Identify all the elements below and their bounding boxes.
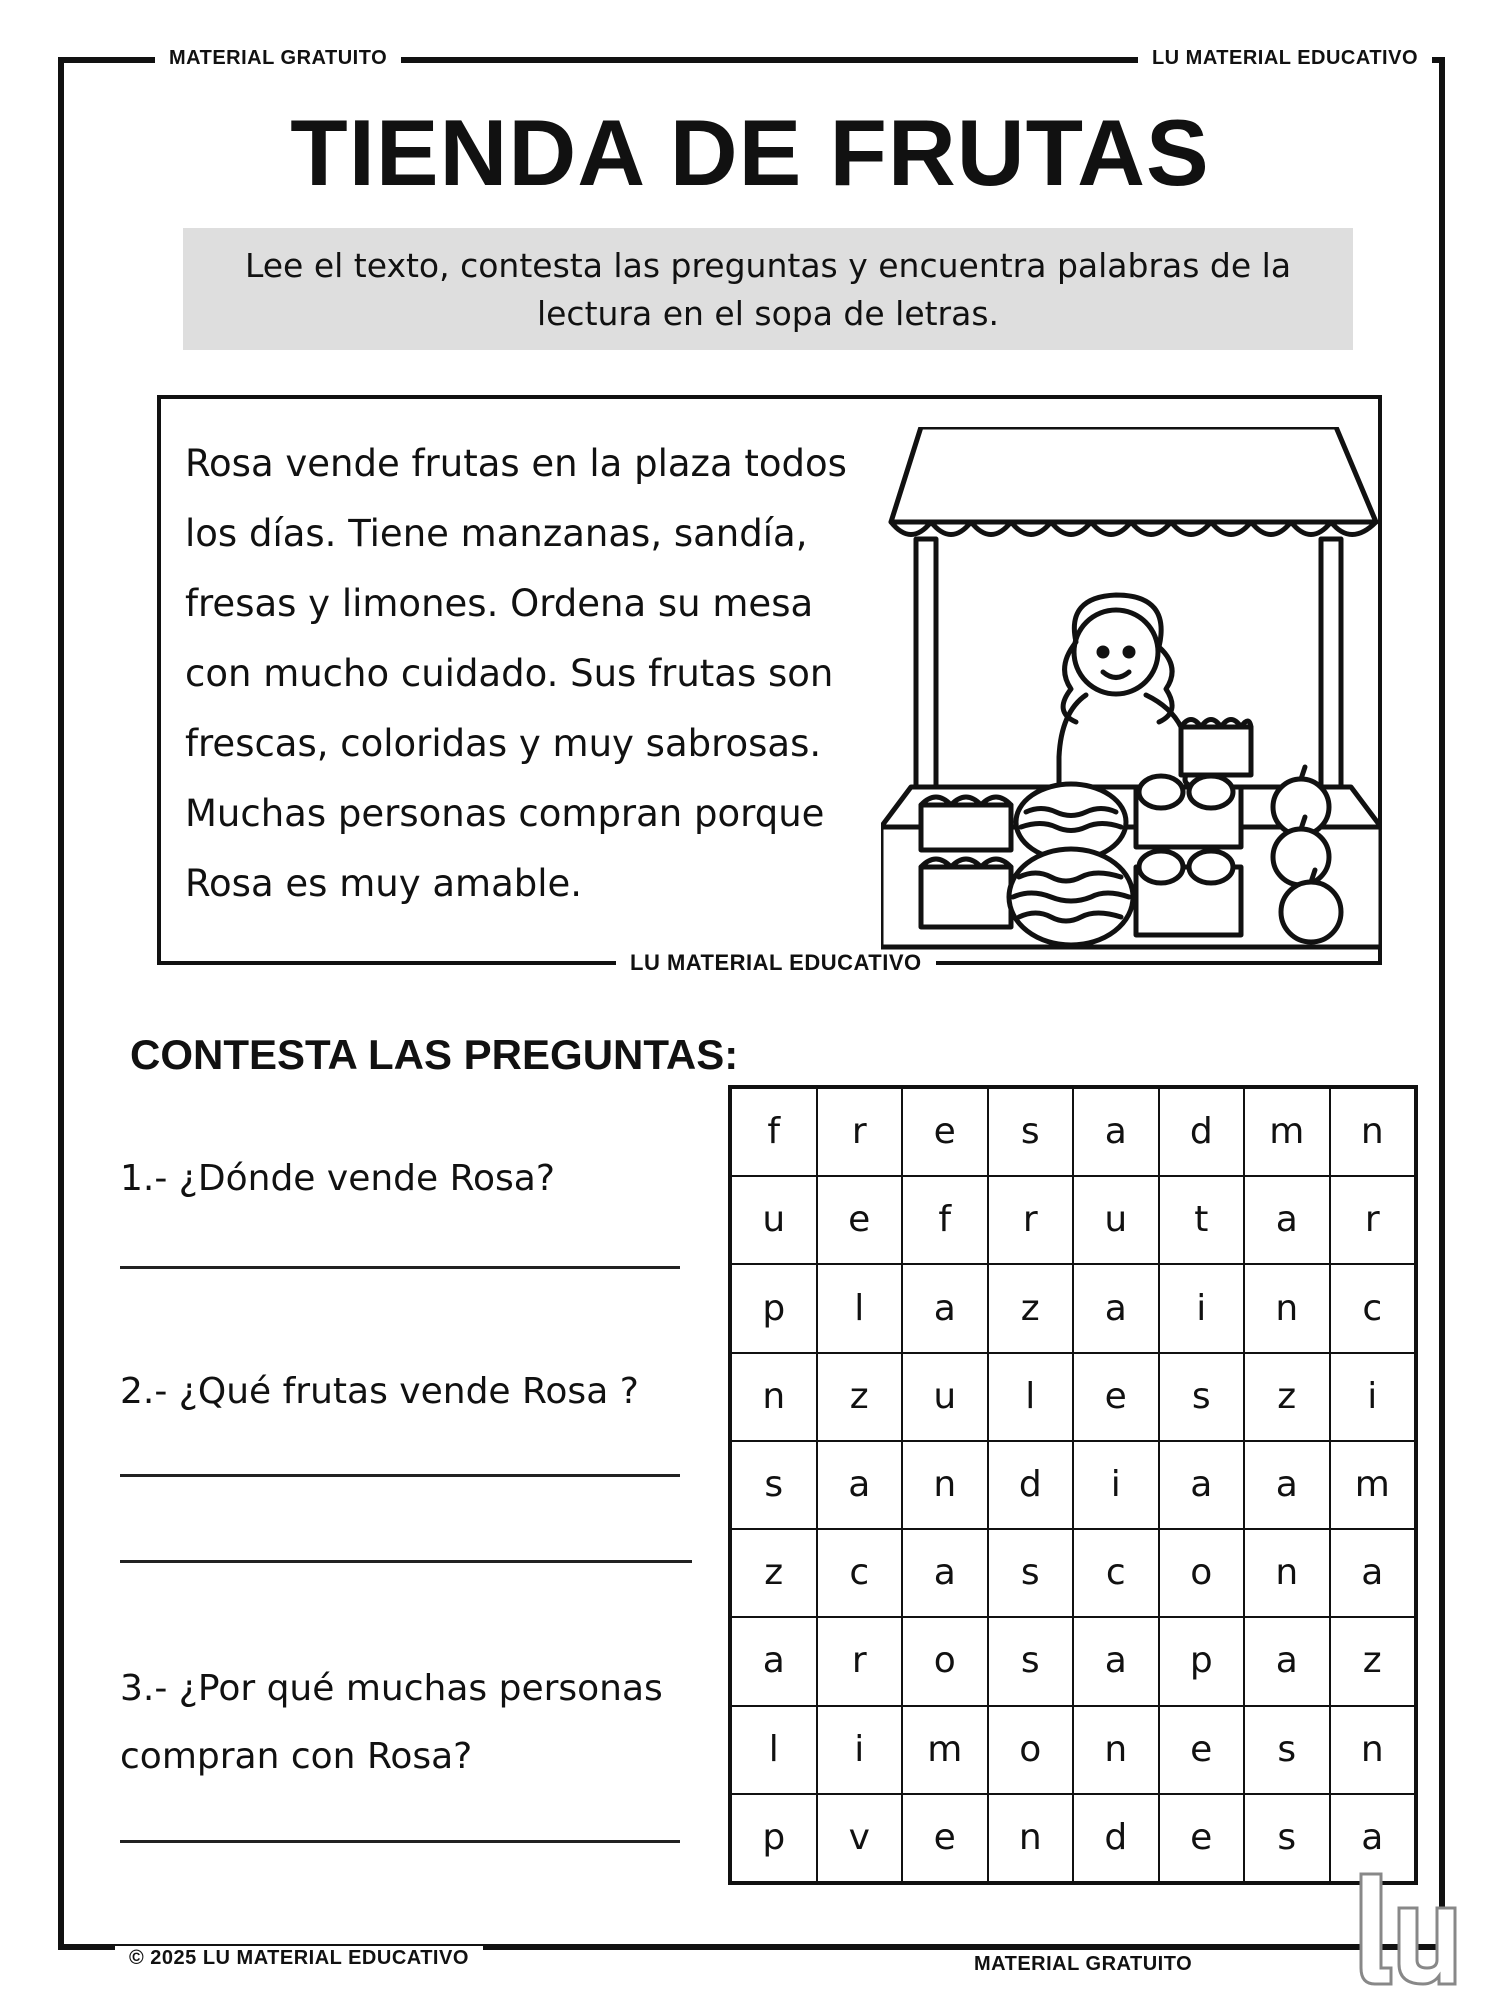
- frame-label-bottom-right: MATERIAL GRATUITO: [960, 1952, 1206, 1976]
- grid-cell[interactable]: d: [1073, 1794, 1159, 1882]
- fruit-stand-girl-illustration: [881, 427, 1381, 967]
- answer-line-1[interactable]: [120, 1266, 680, 1269]
- grid-cell[interactable]: z: [731, 1529, 817, 1617]
- grid-cell[interactable]: o: [988, 1706, 1074, 1794]
- question-text: 2.- ¿Qué frutas vende Rosa ?: [120, 1371, 639, 1412]
- grid-cell[interactable]: l: [988, 1353, 1074, 1441]
- story-line: Rosa es muy amable.: [185, 862, 583, 905]
- grid-cell[interactable]: i: [1159, 1264, 1245, 1352]
- grid-cell[interactable]: i: [1073, 1441, 1159, 1529]
- grid-cell[interactable]: n: [1073, 1706, 1159, 1794]
- grid-cell[interactable]: z: [1330, 1617, 1416, 1705]
- grid-cell[interactable]: z: [1244, 1353, 1330, 1441]
- grid-cell[interactable]: i: [817, 1706, 903, 1794]
- grid-cell[interactable]: m: [902, 1706, 988, 1794]
- grid-cell[interactable]: c: [817, 1529, 903, 1617]
- question-text: 1.- ¿Dónde vende Rosa?: [120, 1158, 555, 1199]
- frame-label-bottom-left: © 2025 LU MATERIAL EDUCATIVO: [115, 1946, 483, 1970]
- story-line: fresas y limones. Ordena su mesa: [185, 582, 814, 625]
- story-line: con mucho cuidado. Sus frutas son: [185, 652, 834, 695]
- grid-cell[interactable]: e: [902, 1794, 988, 1882]
- answer-line-2a[interactable]: [120, 1474, 680, 1477]
- question-text: 3.- ¿Por qué muchas personas: [120, 1668, 663, 1709]
- grid-cell[interactable]: r: [988, 1176, 1074, 1264]
- grid-cell[interactable]: m: [1244, 1088, 1330, 1176]
- grid-cell[interactable]: a: [1330, 1794, 1416, 1882]
- story-line: Rosa vende frutas en la plaza todos: [185, 442, 847, 485]
- grid-cell[interactable]: r: [1330, 1176, 1416, 1264]
- grid-cell[interactable]: a: [1244, 1617, 1330, 1705]
- grid-cell[interactable]: f: [902, 1176, 988, 1264]
- grid-cell[interactable]: v: [817, 1794, 903, 1882]
- grid-cell[interactable]: u: [1073, 1176, 1159, 1264]
- grid-cell[interactable]: z: [817, 1353, 903, 1441]
- grid-cell[interactable]: a: [1330, 1529, 1416, 1617]
- question-2: [120, 1358, 700, 1426]
- grid-cell[interactable]: f: [731, 1088, 817, 1176]
- grid-cell[interactable]: a: [1244, 1176, 1330, 1264]
- grid-cell[interactable]: n: [988, 1794, 1074, 1882]
- grid-cell[interactable]: a: [731, 1617, 817, 1705]
- grid-cell[interactable]: e: [902, 1088, 988, 1176]
- grid-cell[interactable]: i: [1330, 1353, 1416, 1441]
- grid-cell[interactable]: p: [731, 1264, 817, 1352]
- grid-cell[interactable]: e: [1159, 1794, 1245, 1882]
- grid-cell[interactable]: c: [1330, 1264, 1416, 1352]
- grid-cell[interactable]: s: [988, 1617, 1074, 1705]
- questions-heading: CONTESTA LAS PREGUNTAS:: [130, 1031, 739, 1078]
- grid-cell[interactable]: e: [1159, 1706, 1245, 1794]
- grid-cell[interactable]: s: [731, 1441, 817, 1529]
- frame-label-top-left: MATERIAL GRATUITO: [155, 46, 401, 70]
- grid-cell[interactable]: s: [988, 1529, 1074, 1617]
- story-text: [185, 429, 905, 919]
- story-line: Muchas personas compran porque: [185, 792, 825, 835]
- grid-cell[interactable]: a: [902, 1529, 988, 1617]
- answer-line-2b[interactable]: [120, 1560, 692, 1563]
- grid-cell[interactable]: u: [902, 1353, 988, 1441]
- grid-cell[interactable]: c: [1073, 1529, 1159, 1617]
- answer-line-3[interactable]: [120, 1840, 680, 1843]
- grid-cell[interactable]: a: [1159, 1441, 1245, 1529]
- grid-cell[interactable]: u: [731, 1176, 817, 1264]
- question-3: [120, 1655, 700, 1791]
- grid-cell[interactable]: n: [902, 1441, 988, 1529]
- frame-label-top-right: LU MATERIAL EDUCATIVO: [1138, 46, 1432, 70]
- grid-cell[interactable]: a: [1073, 1617, 1159, 1705]
- grid-cell[interactable]: a: [817, 1441, 903, 1529]
- grid-cell[interactable]: t: [1159, 1176, 1245, 1264]
- grid-cell[interactable]: n: [1244, 1529, 1330, 1617]
- grid-cell[interactable]: a: [1073, 1264, 1159, 1352]
- grid-cell[interactable]: s: [1244, 1794, 1330, 1882]
- instructions-box: Lee el texto, contesta las preguntas y encuentra palabras de la lectura en el sopa de letras.: [183, 228, 1353, 350]
- question-text: compran con Rosa?: [120, 1736, 473, 1777]
- grid-cell[interactable]: n: [731, 1353, 817, 1441]
- grid-cell[interactable]: l: [731, 1706, 817, 1794]
- grid-cell[interactable]: e: [817, 1176, 903, 1264]
- story-box: [157, 395, 1382, 975]
- word-search-grid[interactable]: [728, 1085, 1418, 1885]
- story-box-label: LU MATERIAL EDUCATIVO: [616, 950, 936, 976]
- question-1: [120, 1145, 700, 1213]
- grid-cell[interactable]: e: [1073, 1353, 1159, 1441]
- grid-cell[interactable]: r: [817, 1088, 903, 1176]
- grid-cell[interactable]: p: [731, 1794, 817, 1882]
- grid-cell[interactable]: n: [1330, 1088, 1416, 1176]
- story-line: los días. Tiene manzanas, sandía,: [185, 512, 808, 555]
- grid-cell[interactable]: p: [1159, 1617, 1245, 1705]
- grid-cell[interactable]: n: [1244, 1264, 1330, 1352]
- grid-cell[interactable]: m: [1330, 1441, 1416, 1529]
- grid-cell[interactable]: o: [902, 1617, 988, 1705]
- grid-cell[interactable]: d: [1159, 1088, 1245, 1176]
- story-line: frescas, coloridas y muy sabrosas.: [185, 722, 822, 765]
- grid-cell[interactable]: n: [1330, 1706, 1416, 1794]
- grid-cell[interactable]: o: [1159, 1529, 1245, 1617]
- grid-cell[interactable]: s: [988, 1088, 1074, 1176]
- grid-cell[interactable]: s: [1244, 1706, 1330, 1794]
- grid-cell[interactable]: d: [988, 1441, 1074, 1529]
- grid-cell[interactable]: l: [817, 1264, 903, 1352]
- grid-cell[interactable]: a: [1244, 1441, 1330, 1529]
- grid-cell[interactable]: a: [1073, 1088, 1159, 1176]
- grid-cell[interactable]: a: [902, 1264, 988, 1352]
- lu-logo: [1355, 1868, 1460, 1988]
- grid-cell[interactable]: r: [817, 1617, 903, 1705]
- page-title: TIENDA DE FRUTAS: [290, 100, 1210, 205]
- grid-cell[interactable]: s: [1159, 1353, 1245, 1441]
- grid-cell[interactable]: z: [988, 1264, 1074, 1352]
